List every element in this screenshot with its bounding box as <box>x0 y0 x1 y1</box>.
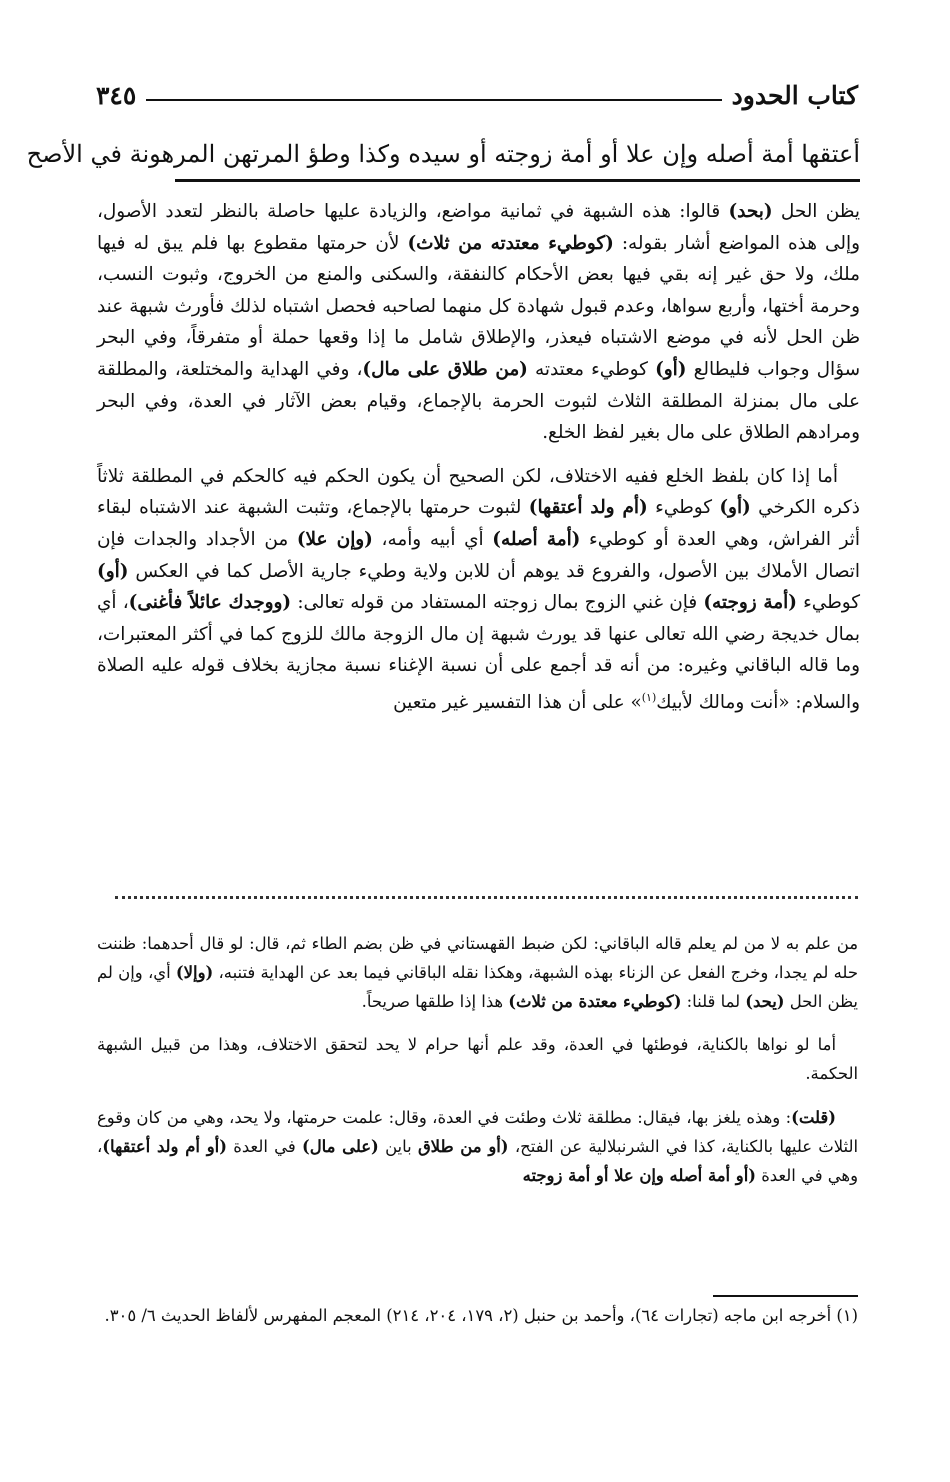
comment-paragraph-2: أما لو نواها بالكناية، فوطئها في العدة، وقد علم أنها حرام لا يحد لتحقق الاختلاف، وهذا من قبيل الشبهة الحكمة. <box>97 1035 858 1084</box>
footnote-rule <box>713 1295 858 1297</box>
footnote <box>100 1300 858 1332</box>
chapter-title: كتاب الحدود <box>731 81 858 110</box>
secondary-commentary <box>97 930 858 1190</box>
page-number: ٣٤٥ <box>96 81 137 110</box>
body-paragraph-2: أما إذا كان بلفظ الخلع ففيه الاختلاف، لكن الصحيح أن يكون الحكم فيه كالحكم في المطلقة ثلاثاً ذكره الكرخي (أو) كوطيء (أم ولد أعتقها) لثبوت حرمتها بالإجماع، وتثبت الشبهة عند الاشتباه لبقاء أثر الفراش، وهي العدة أو كوطيء (أمة أصله) أي أبيه وأمه، (وإن علا) من الأجداد والجدات فإن اتصال الأملاك بين الأصول، والفروع قد يوهم أن للابن ولاية وطيء جارية الأصل كما في العكس (أو) كوطيء (أمة زوجته) فإن غني الزوج بمال زوجته المستفاد من قوله تعالى: (ووجدك عائلاً فأغنى)، أي بمال خديجة رضي الله تعالى عنها قد يورث شبهة إن مال الزوجة مالك للزوج كما في أكثر المعتبرات، وما قاله الباقاني وغيره: من أنه قد أجمع على أن نسبة الإغناء نسبة مجازية بخلاف قوله عليه الصلاة والسلام: «أنت ومالك لأبيك$^{(١)}$» على أن هذا التفسير غير متعين <box>97 465 860 714</box>
dotted-separator <box>115 896 858 899</box>
matn-separator-rule <box>175 179 860 182</box>
comment-paragraph-3: (قلت): وهذه يلغز بها، فيقال: مطلقة ثلاث وطئت في العدة، وقال: علمت حرمتها، ولا يحد، وهي من كان وقوع الثلاث عليها بالكناية، كذا في الشرنبلالية عن الفتح، (أو من طلاق باين (على مال) في العدة (أو أم ولد أعتقها)، وهي في العدة (أو أمة أصله وإن علا أو أمة زوجته <box>97 1107 859 1185</box>
header-rule <box>146 99 721 101</box>
main-commentary <box>97 196 860 719</box>
footnote-reference[interactable]: (١) <box>641 690 657 704</box>
comment-paragraph-1: من علم به لا من لم يعلم قاله الباقاني: لكن ضبط القهستاني في ظن بضم الطاء ثم، قال: لو قال أحدهما: ظننت حله لم يجدا، وخرج الفعل عن الزناء بهذه الشبهة، وهكذا نقله الباقاني فيما بعد عن الهداية فتنبه، (وإلا) أي، وإن لم يظن الحل (يحد) لما قلنا: (كوطيء معتدة من ثلاث) هذا إذا طلقها صريحاً. <box>97 934 858 1011</box>
body-paragraph-1: يظن الحل (بحد) قالوا: هذه الشبهة في ثمانية مواضع، والزيادة عليها حاصلة بالنظر لتعدد الأصول، وإلى هذه المواضع أشار بقوله: (كوطيء معتدته من ثلاث) لأن حرمتها مقطوع بها فلم يبق له فيها ملك، ولا حق غير إنه بقي فيها بعض الأحكام كالنفقة، والسكنى والمنع من الخروج، وثبوت النسب، وحرمة أختها، وأربع سواها، وعدم قبول شهادة كل منهما لصاحبه فحصل اشتباه لذلك فأورث شبهة عند ظن الحل لأنه في موضع الاشتباه فيعذر، والإطلاق شامل ما إذا وقعها حملة أو متفرقاً، وفي البحر سؤال وجواب فليطالع (أو) كوطيء معتدته (من طلاق على مال)، وفي الهداية والمختلعة، والمطلقة على مال بمنزلة المطلقة الثلاث لثبوت الحرمة بالإجماع، وقيام بعض الآثار في العدة، وفي البحر ومرادهم الطلاق على مال بغير لفظ الخلع. <box>97 201 861 444</box>
footnote-text: (١) أخرجه ابن ماجه (تجارات ٦٤)، وأحمد بن حنبل (٢، ١٧٩، ٢٠٤، ٢١٤) المعجم المفهرس لألفاظ الحديث ٦/ ٣٠٥. <box>104 1306 858 1325</box>
matn-line: أعتقها أمة أصله وإن علا أو أمة زوجته أو سيده وكذا وطؤ المرتهن المرهونة في الأصح <box>26 140 860 168</box>
running-header <box>96 70 858 110</box>
